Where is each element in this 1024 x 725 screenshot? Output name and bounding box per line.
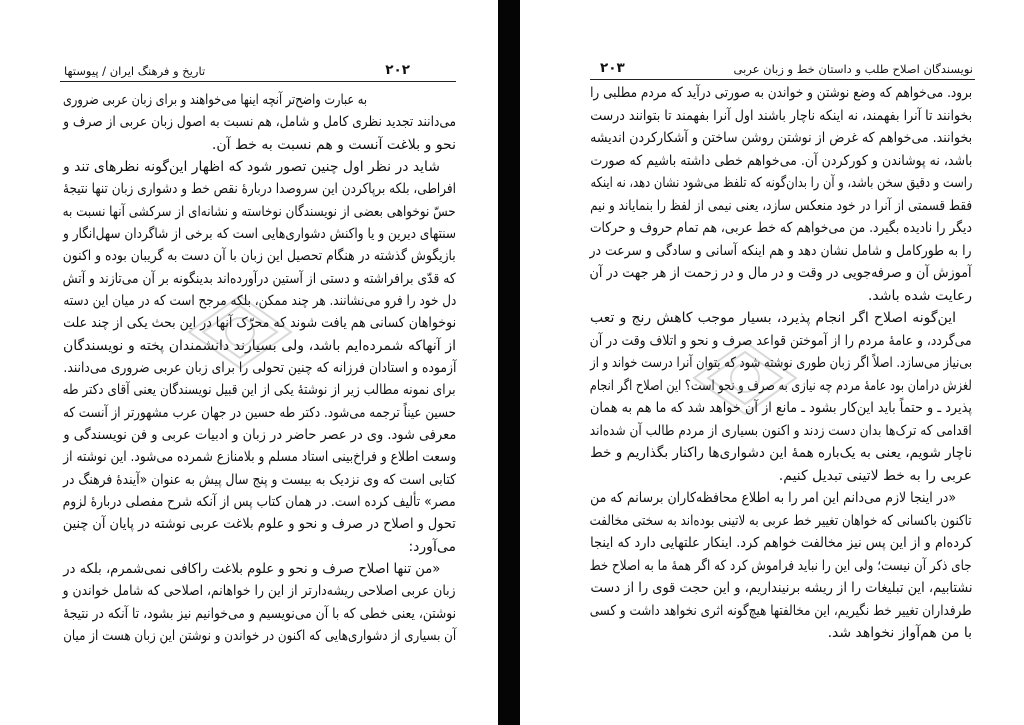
text-line [590, 262, 972, 285]
text-line-content: راست و دقیق سخن باشد، و آن را بدان‌گونه که تلفظ می‌شود نشان دهد، نه اینکه [590, 175, 972, 191]
text-line-content: می‌آورد: [408, 538, 456, 555]
page-number: ۲۰۳ [600, 60, 625, 76]
text-line-content: اقدامی که ترک‌ها بدان دست زدند و اکنون بسیاری از مردم طالب آن شده‌اند [590, 422, 972, 439]
text-line-content: سنتهای دیرین و یا واکنش دشواری‌هایی است که برخی از شاگردان سهل‌انگار و [63, 225, 456, 242]
text-line-content: برود. می‌خواهم که وضع نوشتن و خواندن به صورتی درآید که مردم مطلبی را [590, 85, 972, 101]
text-line-content: جای ذکر آن نیست؛ ولی این را نباید فراموش کرد که اگر همهٔ ما به اصلاح خط [590, 557, 972, 574]
text-line-content: می‌گردد، و عامهٔ مردم را از آموختن قواعد صرف و نحو و اتلاف وقت در آن [590, 332, 972, 349]
text-line-content: عربی را به خط لاتینی تبدیل کنیم. [778, 467, 972, 484]
text-line-content: «در اینجا لازم می‌دانم این امر را به اطلاع محافظه‌کاران برسانم که من [590, 490, 956, 506]
text-line-content: کتابی است که وی نزدیک به بیست و پنج سال پیش به عنوان «آیندهٔ فرهنگ در [63, 471, 456, 488]
text-line-content: بی‌نیاز می‌سازد. اصلاً اگر زبان طوری نوشته شود که بتوان آنرا درست خواند و از [590, 355, 972, 371]
text-line [590, 465, 972, 488]
text-line [63, 268, 456, 290]
left-page [0, 0, 498, 725]
text-line-content: باشد، نه پوشاندن و کورکردن آن. می‌خواهم خطی داشته باشیم که صورت [590, 152, 972, 169]
text-line [590, 330, 972, 353]
text-line-content: لغزش درامان بود عامهٔ مردم چه نیازی به صرف و نحو است؟ این اصلاح اگر انجام [590, 377, 972, 394]
text-line [63, 335, 456, 357]
text-line-content: حسّ نوخواهی بعضی از نویسندگان نوخاسته و نشانه‌ای از سرکشی آنها نسبت به [63, 203, 456, 220]
text-line-content: بخوانند. می‌خواهم که غرض از نوشتن روشن ساختن و آشکارکردن اندیشه [590, 130, 972, 146]
text-line [63, 89, 367, 111]
text-line [590, 442, 972, 465]
text-line [590, 127, 972, 150]
text-line-content: ناچار شویم، یعنی به یک‌باره همهٔ این دشواری‌ها راکنار بگذاریم و خط [590, 445, 972, 461]
text-line [63, 603, 456, 625]
body-text [590, 82, 972, 645]
text-line [63, 469, 456, 491]
text-line [63, 178, 456, 200]
running-header [60, 61, 456, 82]
book-gutter [498, 0, 520, 725]
running-header [590, 59, 975, 80]
text-line [590, 240, 972, 263]
page-number: ۲۰۲ [385, 62, 410, 78]
text-line [590, 172, 972, 195]
text-line [63, 446, 456, 468]
text-line [63, 580, 456, 602]
text-line-content: نحو و بلاغت آنست و هم نسبت به خط آن. [211, 136, 456, 153]
text-line-content: تحول و اصلاح در صرف و نحو و علوم بلاغت عربی نوشته در پایان آن چنین [63, 516, 456, 533]
text-line-content: نشتابیم، این تبلیغات را از ریشه برنینداریم، و این حجت قوی را از دست [590, 580, 972, 596]
right-page [520, 0, 1024, 725]
text-line [590, 352, 972, 375]
text-line [63, 379, 456, 401]
header-title: تاریخ و فرهنگ ایران / پیوستها [64, 64, 206, 78]
text-line-content: بخوانند تا آنرا بفهمند، نه اینکه ناچار باشند اول آنرا بفهمند تا بتوانند درست [590, 107, 972, 124]
text-line [590, 600, 972, 623]
text-line-content: به عبارت واضح‌تر آنچه اینها می‌خواهند و برای زبان عربی ضروری [63, 92, 367, 108]
text-line [63, 223, 456, 245]
text-line [590, 217, 972, 240]
text-line-content: «من تنها اصلاح صرف و نحو و علوم بلاغت راکافی نمی‌شمرم، بلکه در [63, 560, 440, 577]
body-text [63, 89, 456, 647]
text-line-content: با من هم‌آواز نخواهد شد. [827, 625, 972, 641]
text-line [63, 357, 456, 379]
header-title: نویسندگان اصلاح طلب و داستان خط و زبان عربی [733, 62, 973, 76]
text-line [590, 577, 972, 600]
text-line [63, 290, 456, 312]
text-line [63, 513, 456, 535]
text-line-content: دل خود را فرو می‌نشانند. هر چند ممکن، بلکه مرجح است که در میان این دسته [63, 292, 456, 309]
text-line [63, 558, 440, 580]
text-line [590, 532, 972, 555]
text-line [590, 622, 972, 645]
text-line-content: نوخواهان کسانی هم یافت شوند که محرّک آنها در این بحث یکی از چند علت [63, 315, 456, 332]
text-line [63, 536, 456, 558]
text-line [590, 555, 972, 578]
text-line-content: دیگر را نادیده بگیرد. من می‌خواهم که خط عربی، هم تمام حروف و حرکات [590, 220, 972, 236]
text-line-content: این‌گونه اصلاح اگر انجام پذیرد، بسیار موجب کاهش رنج و تعب [590, 310, 956, 326]
text-line [63, 625, 456, 647]
text-line [590, 510, 972, 533]
text-line [63, 312, 456, 334]
text-line [590, 397, 972, 420]
text-line [590, 285, 972, 308]
text-line-content: وسعت اطلاع و فراخ‌بینی استاد مسلم و بلامنازع شمرده می‌شود. این نوشته از [63, 449, 456, 466]
text-line-content: حسین عیناً ترجمه می‌شود. دکتر طه حسین در جهان عرب مشهورتر از آنست که [63, 404, 456, 421]
text-line-content: معرفی شود. وی در عصر حاضر در زبان و ادبیات عربی و فن نویسندگی و [63, 426, 456, 443]
text-line-content: زبان عربی اصلاحی ریشه‌دارتر از این را خواهانم، اصلاحی که شامل خواندن و [63, 583, 456, 600]
text-line [63, 402, 456, 424]
text-line-content: افراطی، بلکه برپاکردن این سروصدا دربارهٔ نقص خط و دشواری زبان تنها نتیجهٔ [63, 181, 456, 198]
text-line-content: رعایت شده باشد. [867, 287, 972, 304]
text-line [590, 420, 972, 443]
text-line [63, 156, 440, 178]
text-line-content: می‌دانند تجدید نظری کامل و شامل، هم نسبت به اصول زبان عربی از صرف و [63, 114, 456, 131]
text-line-content: را به طورکامل و شامل نشان دهد و هم اینکه آسانی و سادگی و سرعت در [590, 242, 972, 259]
text-line [63, 201, 456, 223]
text-line-content: که قدّی برافراشته و دستی از آستین درآورده‌اند بدینگونه بر آن می‌تازند و آتش [63, 270, 456, 287]
text-line-content: از آنهاکه شمرده‌ایم باشد، ولی بسیارند دانشمندان پخته و نویسندگان [63, 337, 456, 354]
text-line [63, 245, 456, 267]
text-line-content: طرفداران تغییر خط نگیریم، این مخالفتها هیچ‌گونه اثری نخواهد داشت و کسی [590, 602, 972, 619]
text-line-content: نوشتن، یعنی خطی که با آن می‌نویسیم و می‌خوانیم نیز بشود، تا آنکه در نتیجهٔ [63, 605, 456, 622]
text-line [590, 375, 972, 398]
text-line [590, 82, 972, 105]
text-line-content: آن بسیاری از دشواری‌هایی که اکنون در خواندن و نوشتن این زبان هست از میان [63, 627, 456, 644]
text-line-content: آزموده و استادان فرزانه که چنین تحولی را برای زبان عربی ضروری می‌دانند. [63, 359, 456, 376]
text-line [590, 150, 972, 173]
text-line [590, 307, 956, 330]
text-line [590, 195, 972, 218]
text-line [63, 134, 456, 156]
text-line [590, 105, 972, 128]
text-line-content: مصر» تألیف کرده است. در همان کتاب پس از آنکه شرح مفصلی دربارهٔ لزوم [63, 493, 456, 510]
text-line-content: پذیرد ـ و حتماً باید این‌کار بشود ـ مانع از آن خواهد شد که ما هم به همان [590, 400, 972, 416]
text-line-content: فقط قسمتی از آنرا در خود منعکس سازد، یعنی نیمی از لفظ را بنمایاند و نیم [590, 197, 972, 214]
text-line [590, 487, 956, 510]
text-line [63, 111, 456, 133]
text-line-content: کرده‌ام و از این پس نیز مخالفت خواهم کرد. اینکار علتهایی دارد که اینجا [590, 535, 972, 551]
text-line-content: تاکنون باکسانی که خواهان تغییر خط عربی به لاتینی بوده‌اند به سختی مخالفت [590, 512, 972, 529]
text-line [63, 491, 456, 513]
text-line-content: شاید در نظر اول چنین تصور شود که اظهار این‌گونه نظرهای تند و [63, 158, 440, 175]
text-line-content: آموزش آن و صرفه‌جویی در وقت و در مال و در زحمت از هر جهت در آن [590, 265, 972, 281]
text-line-content: برای نمونه مطالب زیر از نوشتهٔ یکی از این قبیل نویسندگان یعنی آقای دکتر طه [63, 382, 456, 399]
text-line-content: بازیگوش گذشته در هنگام تحصیل این زبان با آن دست به گریبان بوده و اکنون [63, 248, 456, 265]
text-line [63, 424, 456, 446]
